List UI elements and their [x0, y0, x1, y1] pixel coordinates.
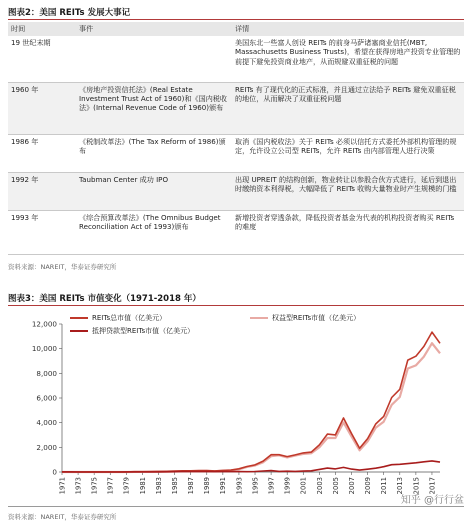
x-tick-label: 1983 [154, 477, 163, 495]
row-detail: 美国东北一些富人创设 REITs 的前身马萨诸塞商业信托(MBT, Massachusetts Business Trusts)，希望在获得房地产投资专业管理的前提下避免投资商业地产，从而规避双重征税的问题 [232, 36, 464, 82]
legend-label-equity: 权益型REITs市值（亿美元） [272, 314, 361, 322]
table-row [8, 210, 464, 254]
x-tick-label: 2005 [331, 477, 340, 495]
x-tick-label: 1981 [138, 477, 147, 495]
events-table [8, 22, 464, 255]
header-time: 时间 [8, 22, 76, 36]
row-time: 1960 年 [8, 82, 76, 134]
row-event: 《房地产投资信托法》(Real Estate Investment Trust Act of 1960)和《国内税收法》(Internal Revenue Code of 1960)颁布 [76, 82, 232, 134]
row-event: 《税制改革法》(The Tax Reform of 1986)颁布 [76, 134, 232, 172]
header-event: 事件 [76, 22, 232, 36]
table-header-row [8, 22, 464, 36]
x-tick-label: 2011 [380, 477, 389, 495]
chart-bottom-rule [8, 506, 464, 507]
chart-title: 图表3：美国 REITs 市值变化（1971-2018 年） [8, 294, 201, 304]
series-line-total [62, 332, 440, 472]
legend-label-total: REITs总市值（亿美元） [92, 314, 167, 322]
row-time: 1986 年 [8, 134, 76, 172]
x-tick-label: 1993 [235, 477, 244, 495]
table-row [8, 172, 464, 210]
row-time: 1992 年 [8, 172, 76, 210]
header-detail: 详情 [232, 22, 464, 36]
x-tick-label: 2013 [396, 477, 405, 495]
x-tick-label: 2007 [347, 477, 356, 495]
x-tick-label: 1977 [106, 477, 115, 495]
y-tick-label: 10,000 [31, 344, 57, 354]
row-event: Taubman Center 成功 IPO [76, 172, 232, 210]
x-tick-label: 1999 [283, 477, 292, 495]
watermark: 知乎 @行行盆 [400, 495, 464, 506]
row-detail: REITs 有了现代化的正式标准，并且通过立法给予 REITs 避免双重征税的地位，从而解决了双重征税问题 [232, 82, 464, 134]
x-tick-label: 1989 [203, 477, 212, 495]
x-tick-label: 2001 [299, 477, 308, 495]
y-tick-label: 0 [52, 467, 57, 477]
row-event [76, 36, 232, 82]
table-source: 资料来源：NAREIT，华泰证券研究所 [8, 263, 117, 271]
table-row [8, 134, 464, 172]
x-tick-label: 1995 [251, 477, 260, 495]
y-tick-label: 8,000 [36, 368, 57, 378]
title-rule [8, 19, 464, 20]
x-tick-label: 1997 [267, 477, 276, 495]
x-tick-label: 1973 [74, 477, 83, 495]
y-tick-label: 4,000 [36, 418, 57, 428]
x-tick-label: 1971 [58, 477, 67, 495]
legend-label-mortgage: 抵押贷款型REITs市值（亿美元） [92, 327, 195, 335]
x-tick-label: 1975 [90, 477, 99, 495]
market-cap-chart [0, 310, 474, 500]
y-tick-label: 2,000 [36, 442, 57, 452]
row-detail: 新增投资者穿透条款，降低投资者基金为代表的机构投资者购买 REITs 的难度 [232, 210, 464, 254]
x-tick-label: 2009 [364, 477, 373, 495]
x-tick-label: 2015 [412, 477, 421, 495]
row-detail: 出现 UPREIT 的结构创新，物业转让以参股合伙方式进行，延后到退出时缴纳资本利得税，大幅降低了 REITs 收购大量物业时产生规模的门槛 [232, 172, 464, 210]
row-detail: 取消《国内税收法》关于 REITs 必须以信托方式委托外部机构管理的规定，允许设立公司型 REITs，允许 REITs 由内部管理人进行决策 [232, 134, 464, 172]
y-tick-label: 12,000 [31, 319, 57, 329]
row-time: 1993 年 [8, 210, 76, 254]
x-tick-label: 2003 [315, 477, 324, 495]
x-tick-label: 2017 [428, 477, 437, 495]
x-tick-label: 1987 [187, 477, 196, 495]
x-tick-label: 1979 [122, 477, 131, 495]
x-tick-label: 1991 [219, 477, 228, 495]
table-title: 图表2：美国 REITs 发展大事记 [8, 8, 131, 18]
row-event: 《综合预算改革法》(The Omnibus Budget Reconciliation Act of 1993)颁布 [76, 210, 232, 254]
chart-title-rule [8, 305, 464, 306]
series-line-equity [62, 343, 440, 472]
table-row [8, 36, 464, 82]
row-time: 19 世纪末期 [8, 36, 76, 82]
table-row [8, 82, 464, 134]
y-tick-label: 6,000 [36, 393, 57, 403]
x-tick-label: 1985 [170, 477, 179, 495]
chart-source: 资料来源：NAREIT，华泰证券研究所 [8, 513, 117, 521]
